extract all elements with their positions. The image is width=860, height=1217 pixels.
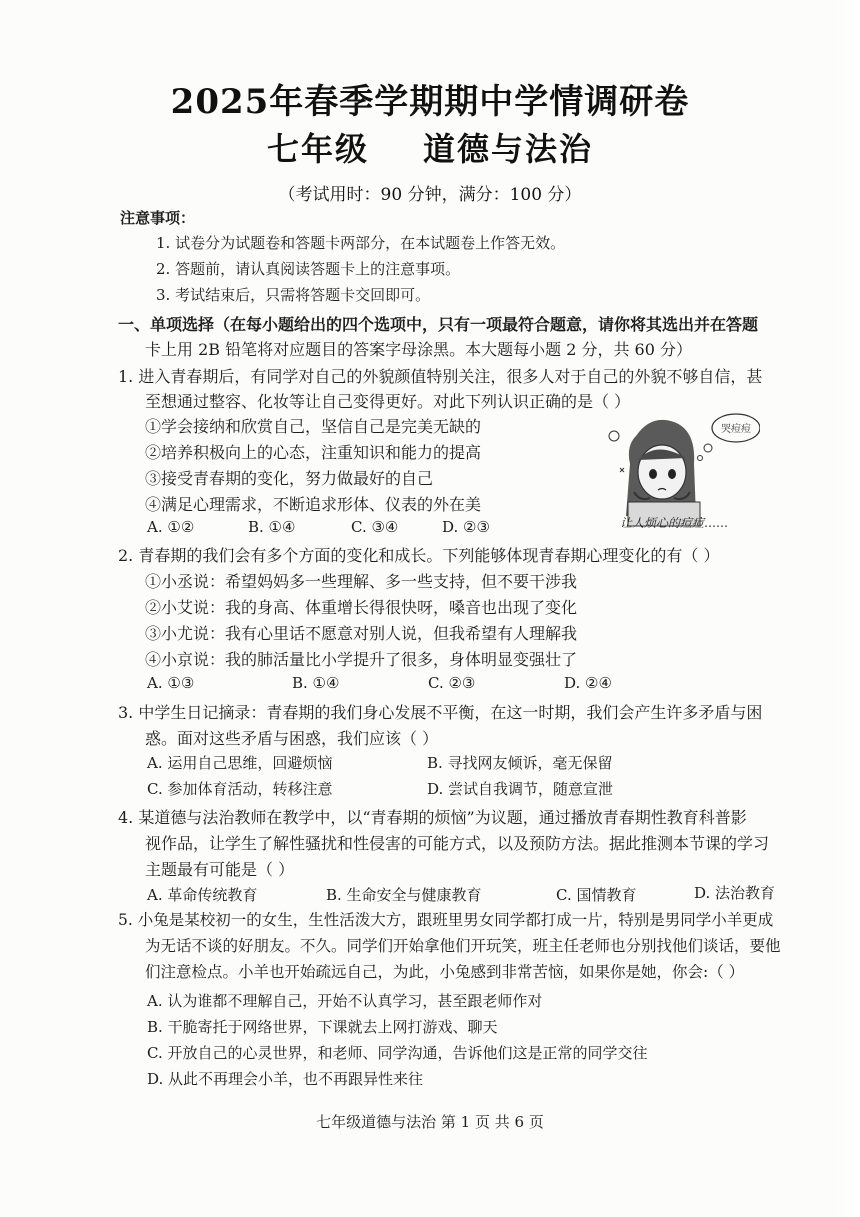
question-2-statement: ①小丞说：希望妈妈多一些理解、多一些支持，但不要干涉我 — [145, 572, 578, 591]
question-1-statement: ④满足心理需求，不断追求形体、仪表的外在美 — [145, 495, 482, 514]
question-1-statement: ③接受青春期的变化，努力做最好的自己 — [145, 469, 434, 488]
question-5-option-b: B. 干脆寄托于网络世界，下课就去上网打游戏、聊天 — [147, 1018, 498, 1036]
question-3-option-d: D. 尝试自我调节，随意宣泄 — [427, 780, 614, 798]
question-2-statement: ②小艾说：我的身高、体重增长得很快呀，嗓音也出现了变化 — [145, 598, 578, 617]
question-1-stem-cont: 至想通过整容、化妆等让自己变得更好。对此下列认识正确的是（ ） — [145, 392, 631, 411]
question-5-stem-cont: 们注意检点。小羊也开始疏远自己，为此，小兔感到非常苦恼，如果你是她，你会:（ ） — [145, 963, 745, 981]
question-2-statement: ③小尤说：我有心里话不愿意对别人说，但我希望有人理解我 — [145, 624, 578, 643]
question-4-stem: 4. 某道德与法治教师在教学中，以“青春期的烦恼”为议题，通过播放青春期性教育科普影 — [118, 808, 747, 827]
question-1-option-d: D. ②③ — [442, 518, 490, 536]
page-edge — [830, 0, 860, 1217]
question-2-option-c: C. ②③ — [428, 674, 476, 692]
question-1-option-b: B. ①④ — [248, 518, 296, 536]
exam-subtitle — [0, 124, 860, 170]
notice-item: 2. 答题前，请认真阅读答题卡上的注意事项。 — [156, 260, 461, 278]
question-2-option-b: B. ①④ — [292, 674, 340, 692]
question-5-option-a: A. 认为谁都不理解自己，开始不认真学习，甚至跟老师作对 — [147, 992, 543, 1010]
question-3-option-a: A. 运用自己思维，回避烦恼 — [147, 754, 333, 772]
exam-info: （考试用时：90 分钟，满分：100 分） — [278, 185, 582, 205]
question-3-option-c: C. 参加体育活动，转移注意 — [147, 780, 333, 798]
question-3-option-b: B. 寻找网友倾诉，毫无保留 — [427, 754, 613, 772]
question-5-option-d: D. 从此不再理会小羊，也不再跟异性来往 — [147, 1070, 424, 1088]
question-1-option-c: C. ③④ — [351, 518, 399, 536]
page-footer: 七年级道德与法治 第 1 页 共 6 页 — [316, 1113, 544, 1131]
question-5-stem: 5. 小兔是某校初一的女生，生性活泼大方，跟班里男女同学都打成一片，特别是男同学小羊更成 — [118, 911, 774, 929]
section-heading: 一、单项选择（在每小题给出的四个选项中，只有一项最符合题意，请你将其选出并在答题 — [118, 315, 759, 334]
question-4-option-d: D. 法治教育 — [694, 884, 776, 902]
question-2-option-d: D. ②④ — [564, 674, 612, 692]
question-4-option-c: C. 国情教育 — [556, 886, 637, 904]
question-5-stem-cont: 为无话不谈的好朋友。不久。同学们开始拿他们开玩笑，班主任老师也分别找他们谈话，要他 — [145, 937, 781, 955]
section-instruction: 卡上用 2B 铅笔将对应题目的答案字母涂黑。本大题每小题 2 分，共 60 分） — [145, 340, 692, 359]
question-3-stem: 3. 中学生日记摘录：青春期的我们身心发展不平衡，在这一时期，我们会产生许多矛盾与困 — [118, 703, 763, 722]
question-2-stem: 2. 青春期的我们会有多个方面的变化和成长。下列能够体现青春期心理变化的有（ ） — [118, 546, 720, 565]
question-5-option-c: C. 开放自己的心灵世界，和老师、同学沟通，告诉他们这是正常的同学交往 — [147, 1044, 648, 1062]
notice-item: 1. 试卷分为试题卷和答题卡两部分，在本试题卷上作答无效。 — [156, 234, 566, 252]
question-2-option-a: A. ①③ — [147, 674, 195, 692]
question-1-stem: 1. 进入青春期后，有同学对自己的外貌颜值特别关注，很多人对于自己的外貌不够自信，甚 — [118, 367, 763, 386]
question-1-statement: ①学会接纳和欣赏自己，坚信自己是完美无缺的 — [145, 417, 482, 436]
question-1-option-a: A. ①② — [147, 518, 195, 536]
subject-label: 道德与法治 — [423, 130, 594, 168]
illustration-caption: 让人烦心的痘痘…… — [620, 516, 729, 530]
question-1-statement: ②培养积极向上的心态，注重知识和能力的提高 — [145, 443, 482, 462]
question-4-option-b: B. 生命安全与健康教育 — [326, 886, 482, 904]
question-4-stem-cont: 主题最有可能是（ ） — [145, 860, 295, 879]
notice-item: 3. 考试结束后，只需将答题卡交回即可。 — [156, 286, 431, 304]
question-3-stem-cont: 惑。面对这些矛盾与困惑，我们应该（ ） — [145, 729, 439, 748]
notice-heading: 注意事项： — [120, 209, 196, 227]
exam-title: 2025年春季学期期中学情调研卷 — [170, 82, 690, 122]
question-4-stem-cont: 视作品，让学生了解性骚扰和性侵害的可能方式，以及预防方法。据此推测本节课的学习 — [145, 834, 770, 853]
question-2-statement: ④小京说：我的肺活量比小学提升了很多，身体明显变强壮了 — [145, 650, 578, 669]
grade-label: 七年级 — [266, 130, 369, 168]
thought-bubble-text: 哭痘痘 — [721, 424, 751, 435]
question-4-option-a: A. 革命传统教育 — [147, 886, 258, 904]
